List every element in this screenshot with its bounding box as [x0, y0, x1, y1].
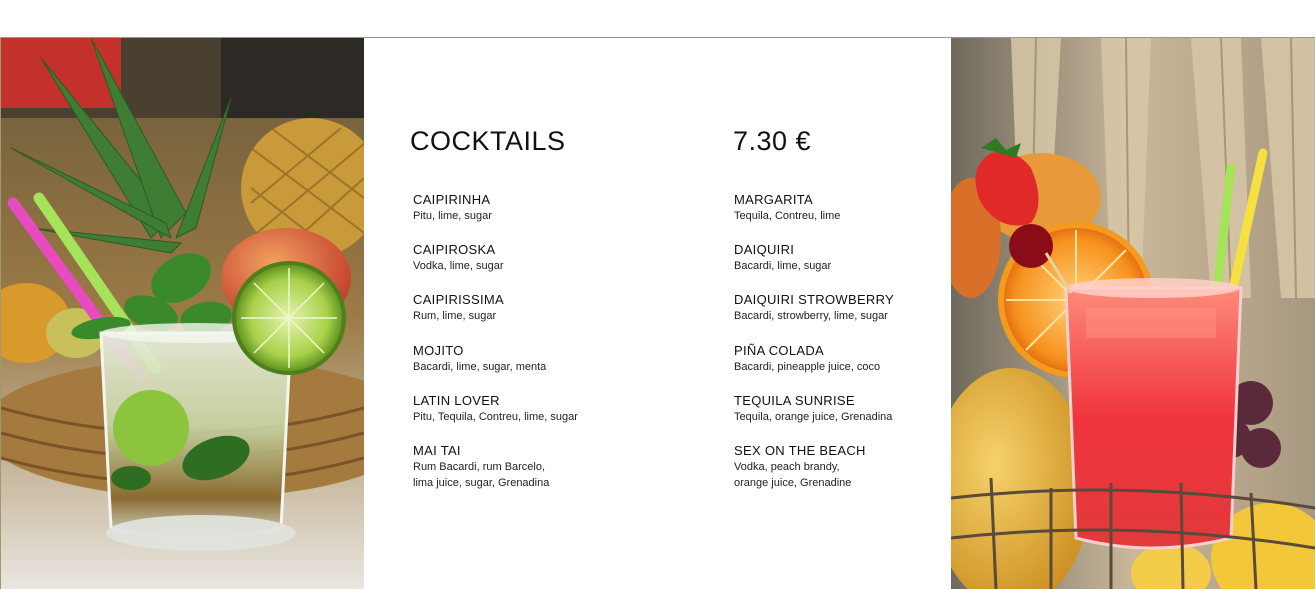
cocktail-list-right [734, 192, 894, 493]
item-name: PIÑA COLADA [734, 342, 824, 358]
item-ingredients: Bacardi, strowberry, lime, sugar [734, 310, 888, 323]
cocktail-list-left [413, 192, 578, 493]
item-ingredients: Pitu, lime, sugar [413, 210, 492, 222]
item-name: CAIPIROSKA [413, 242, 496, 258]
item-name: MAI TAI [413, 442, 461, 458]
item-ingredients: Vodka, lime, sugar [413, 260, 504, 273]
menu-item [413, 343, 578, 393]
item-name: CAIPIRISSIMA [413, 292, 505, 308]
menu-item [734, 393, 894, 443]
item-ingredients: Bacardi, lime, sugar [734, 260, 832, 273]
item-name: DAIQUIRI [734, 242, 795, 258]
item-ingredients: orange juice, Grenadine [734, 476, 852, 489]
menu-price: 7.30 € [733, 126, 812, 156]
menu-item [413, 292, 578, 342]
item-ingredients: Bacardi, pineapple juice, coco [734, 360, 881, 373]
menu-item [734, 343, 894, 393]
item-ingredients: Tequila, Contreu, lime [734, 210, 841, 222]
item-name: SEX ON THE BEACH [734, 442, 866, 458]
item-name: TEQUILA SUNRISE [734, 392, 855, 408]
menu-item [413, 393, 578, 443]
item-ingredients: Rum, lime, sugar [413, 310, 497, 323]
item-name: CAIPIRINHA [413, 192, 491, 207]
menu-item [734, 443, 894, 493]
item-ingredients: Vodka, peach brandy, [734, 460, 840, 473]
menu-item [734, 292, 894, 342]
red-cocktail-photo [951, 38, 1315, 589]
menu-item [413, 192, 578, 242]
item-name: MARGARITA [734, 192, 814, 207]
mojito-photo [1, 38, 364, 589]
item-name: LATIN LOVER [413, 392, 500, 408]
item-ingredients: Rum Bacardi, rum Barcelo, [413, 460, 546, 473]
item-name: DAIQUIRI STROWBERRY [734, 292, 895, 308]
menu-item [413, 242, 578, 292]
item-name: MOJITO [413, 342, 464, 358]
menu-item [413, 443, 578, 493]
item-ingredients: Bacardi, lime, sugar, menta [413, 360, 547, 373]
item-ingredients: Tequila, orange juice, Grenadina [734, 410, 893, 423]
item-ingredients: lima juice, sugar, Grenadina [413, 476, 550, 489]
item-ingredients: Pitu, Tequila, Contreu, lime, sugar [413, 410, 578, 423]
menu-item [734, 242, 894, 292]
menu-item [734, 192, 894, 242]
menu-panel [364, 38, 951, 589]
menu-heading: COCKTAILS [410, 126, 566, 156]
